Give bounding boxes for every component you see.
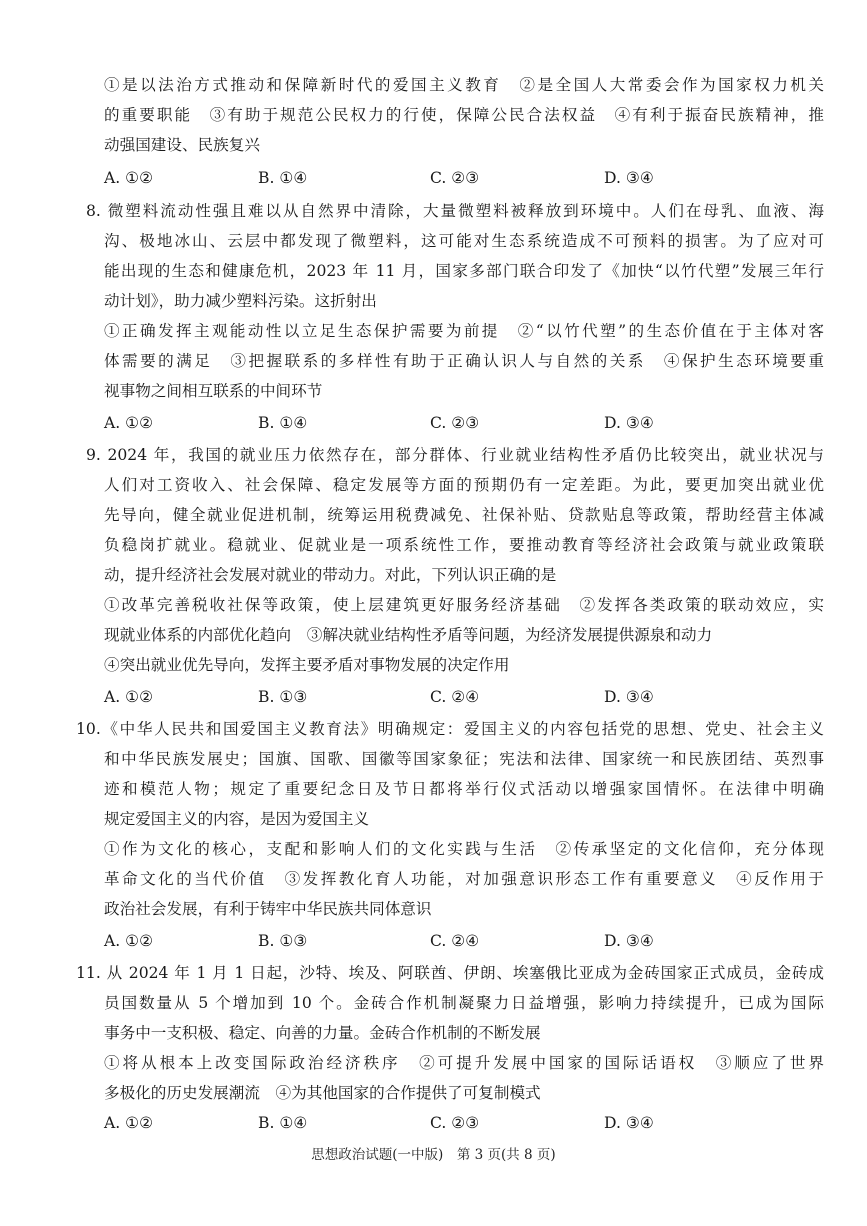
q9-stem-line: 动，提升经济社会发展对就业的带动力。对此，下列认识正确的是 <box>104 566 557 584</box>
q9-statement-line: ①改革完善税收社保等政策，使上层建筑更好服务经济基础 ②发挥各类政策的联动效应，实 <box>104 596 824 614</box>
q10-stem-line: 10.《中华人民共和国爱国主义教育法》明确规定：爱国主义的内容包括党的思想、党史、社会主义 <box>76 720 824 738</box>
q9-option-b: B. ①③ <box>258 688 308 706</box>
q9-statement-line: 现就业体系的内部优化趋向 ③解决就业结构性矛盾等问题，为经济发展提供源泉和动力 <box>104 626 713 644</box>
q8-statement-line: 视事物之间相互联系的中间环节 <box>104 382 323 400</box>
q7-option-a: A. ①② <box>104 169 154 187</box>
q9-option-a: A. ①② <box>104 688 154 706</box>
q7-statement-line: 的重要职能 ③有助于规范公民权力的行使，保障公民合法权益 ④有利于振奋民族精神，推 <box>104 106 824 124</box>
q7-option-b: B. ①④ <box>258 169 308 187</box>
q11-stem-line: 事务中一支积极、稳定、向善的力量。金砖合作机制的不断发展 <box>104 1024 541 1042</box>
q8-stem-line: 动计划》，助力减少塑料污染。这折射出 <box>104 292 377 310</box>
q9-stem-line: 9. 2024 年，我国的就业压力依然存在，部分群体、行业就业结构性矛盾仍比较突出，就业状况与 <box>86 446 824 464</box>
q8-stem-line: 8. 微塑料流动性强且难以从自然界中清除，大量微塑料被释放到环境中。人们在母乳、血液、海 <box>86 202 824 220</box>
q10-option-a: A. ①② <box>104 932 154 950</box>
q11-option-b: B. ①④ <box>258 1114 308 1132</box>
q10-option-c: C. ②④ <box>430 932 480 950</box>
q7-option-c: C. ②③ <box>430 169 480 187</box>
page-footer: 思想政治试题(一中版) 第 3 页(共 8 页) <box>311 1147 556 1163</box>
q8-statement-line: 体需要的满足 ③把握联系的多样性有助于正确认识人与自然的关系 ④保护生态环境要重 <box>104 352 824 370</box>
q11-option-a: A. ①② <box>104 1114 154 1132</box>
q9-stem-line: 先导向，健全就业促进机制，统筹运用税费减免、社保补贴、贷款贴息等政策，帮助经营主体减 <box>104 506 824 524</box>
q11-option-c: C. ②③ <box>430 1114 480 1132</box>
q8-option-b: B. ①④ <box>258 414 308 432</box>
q11-stem-line: 11. 从 2024 年 1 月 1 日起，沙特、埃及、阿联酋、伊朗、埃塞俄比亚成为金砖国家正式成员，金砖成 <box>76 964 824 982</box>
q9-stem-line: 负稳岗扩就业。稳就业、促就业是一项系统性工作，要推动教育等经济社会政策与就业政策联 <box>104 536 824 554</box>
q11-stem-line: 员国数量从 5 个增加到 10 个。金砖合作机制凝聚力日益增强，影响力持续提升，已成为国际 <box>104 994 824 1012</box>
q7-statement-line: 动强国建设、民族复兴 <box>104 136 260 154</box>
q10-statement-line: 革命文化的当代价值 ③发挥教化育人功能，对加强意识形态工作有重要意义 ④反作用于 <box>104 870 824 888</box>
q10-option-b: B. ①③ <box>258 932 308 950</box>
q8-stem-line: 沟、极地冰山、云层中都发现了微塑料，这可能对生态系统造成不可预料的损害。为了应对可 <box>104 232 824 250</box>
q10-stem-line: 规定爱国主义的内容，是因为爱国主义 <box>104 810 370 828</box>
q7-statement-line: ①是以法治方式推动和保障新时代的爱国主义教育 ②是全国人大常委会作为国家权力机关 <box>104 76 824 94</box>
q11-statement-line: 多极化的历史发展潮流 ④为其他国家的合作提供了可复制模式 <box>104 1084 541 1102</box>
q7-option-d: D. ③④ <box>604 169 654 187</box>
q10-statement-line: 政治社会发展，有利于铸牢中华民族共同体意识 <box>104 900 432 918</box>
q11-option-d: D. ③④ <box>604 1114 654 1132</box>
q11-statement-line: ①将从根本上改变国际政治经济秩序 ②可提升发展中国家的国际话语权 ③顺应了世界 <box>104 1054 824 1072</box>
q10-stem-line: 和中华民族发展史；国旗、国歌、国徽等国家象征；宪法和法律、国家统一和民族团结、英烈事 <box>104 750 824 768</box>
q10-stem-line: 迹和模范人物；规定了重要纪念日及节日都将举行仪式活动以增强家国情怀。在法律中明确 <box>104 780 824 798</box>
q8-option-d: D. ③④ <box>604 414 654 432</box>
q9-stem-line: 人们对工资收入、社会保障、稳定发展等方面的预期仍有一定差距。为此，要更加突出就业优 <box>104 476 824 494</box>
q9-statement-line: ④突出就业优先导向，发挥主要矛盾对事物发展的决定作用 <box>104 656 510 674</box>
q8-stem-line: 能出现的生态和健康危机，2023 年 11 月，国家多部门联合印发了《加快“以竹代塑”发展三年行 <box>104 262 824 280</box>
q9-option-d: D. ③④ <box>604 688 654 706</box>
q8-option-a: A. ①② <box>104 414 154 432</box>
q8-option-c: C. ②③ <box>430 414 480 432</box>
q9-option-c: C. ②④ <box>430 688 480 706</box>
q10-statement-line: ①作为文化的核心，支配和影响人们的文化实践与生活 ②传承坚定的文化信仰，充分体现 <box>104 840 824 858</box>
q10-option-d: D. ③④ <box>604 932 654 950</box>
q8-statement-line: ①正确发挥主观能动性以立足生态保护需要为前提 ②“以竹代塑”的生态价值在于主体对客 <box>104 322 824 340</box>
